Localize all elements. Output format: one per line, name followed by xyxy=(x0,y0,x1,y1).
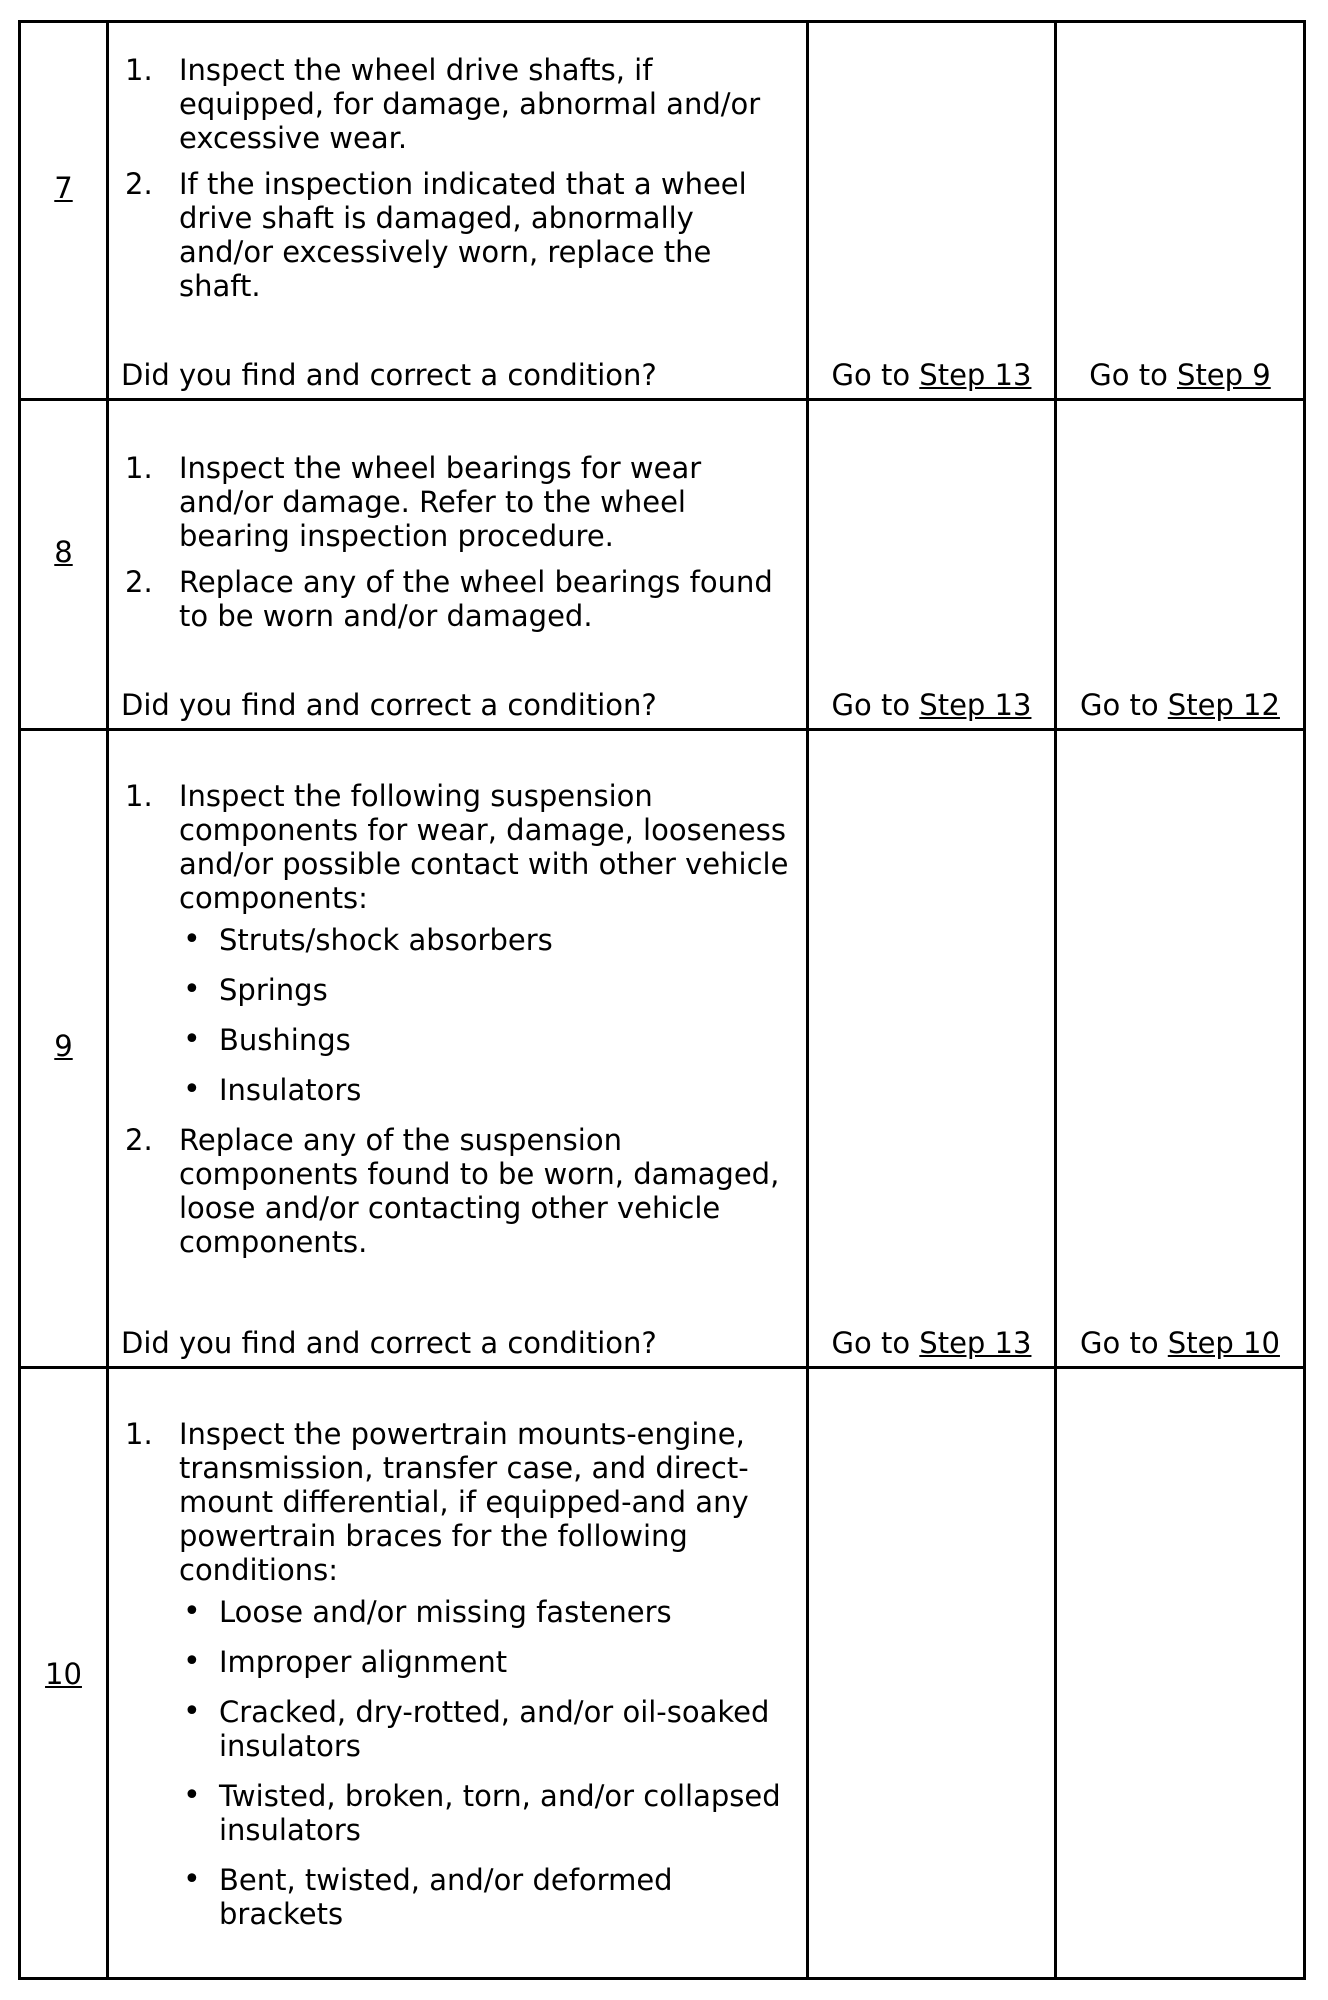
list-item: • Bushings xyxy=(121,1023,796,1057)
go-to-step-link[interactable]: Step 10 xyxy=(1167,1326,1280,1360)
action-cell xyxy=(109,401,809,728)
go-to-step-link[interactable]: Step 13 xyxy=(919,358,1032,392)
action-cell xyxy=(109,23,809,398)
list-item: • Twisted, broken, torn, and/or collapsed insulators xyxy=(121,1779,796,1847)
action-cell xyxy=(109,1369,809,1977)
go-to-step-link[interactable]: Step 13 xyxy=(919,1326,1032,1360)
step-row-7 xyxy=(21,23,1303,401)
step-number-cell xyxy=(21,731,109,1366)
instruction-item: 1. Inspect the wheel bearings for wear and/or damage. Refer to the wheel bearing inspection procedure. xyxy=(125,451,702,553)
go-to-step-link[interactable]: Step 13 xyxy=(919,688,1032,722)
step-number-cell xyxy=(21,401,109,728)
go-to-step-link[interactable]: Step 9 xyxy=(1177,358,1271,392)
yes-cell xyxy=(809,1369,1057,1977)
list-item: • Cracked, dry-rotted, and/or oil-soaked insulators xyxy=(121,1695,796,1763)
step-number-link[interactable]: 8 xyxy=(54,535,73,569)
step-row-9 xyxy=(21,731,1303,1369)
question-text: Did you find and correct a condition? xyxy=(121,358,657,392)
diagnostic-steps-table xyxy=(18,20,1306,1980)
instruction-item: 1. Inspect the wheel drive shafts, if equipped, for damage, abnormal and/or excessive wear. xyxy=(125,53,761,155)
no-cell xyxy=(1057,1369,1303,1977)
step-row-8 xyxy=(21,401,1303,731)
component-list xyxy=(121,923,796,1107)
list-item: • Loose and/or missing fasteners xyxy=(121,1595,796,1629)
yes-cell: Go to Step 13 xyxy=(809,401,1057,728)
instruction-item: 1. Inspect the powertrain mounts-engine, transmission, transfer case, and direct-mount differential, if equipped-and any powertrain braces for the following conditions: xyxy=(125,1417,749,1587)
step-number-link[interactable]: 9 xyxy=(54,1029,73,1063)
no-cell: Go to Step 12 xyxy=(1080,688,1280,722)
list-item: • Insulators xyxy=(121,1073,796,1107)
question-text: Did you find and correct a condition? xyxy=(121,688,657,722)
step-row-10 xyxy=(21,1369,1303,1977)
step-number-link[interactable]: 7 xyxy=(54,171,73,205)
action-cell xyxy=(109,731,809,1366)
step-number-link[interactable]: 10 xyxy=(45,1657,82,1691)
no-cell: Go to Step 9 xyxy=(1089,358,1271,392)
instruction-item: 1. Inspect the following suspension components for wear, damage, looseness and/or possible contact with other vehicle components: xyxy=(125,779,789,915)
condition-list xyxy=(121,1595,796,1931)
yes-cell: Go to Step 13 xyxy=(809,23,1057,398)
question-text: Did you find and correct a condition? xyxy=(121,1326,657,1360)
instruction-item: 2. Replace any of the wheel bearings found to be worn and/or damaged. xyxy=(125,565,773,633)
go-to-step-link[interactable]: Step 12 xyxy=(1167,688,1280,722)
list-item: • Springs xyxy=(121,973,796,1007)
list-item: • Improper alignment xyxy=(121,1645,796,1679)
step-number-cell xyxy=(21,23,109,398)
list-item: • Struts/shock absorbers xyxy=(121,923,796,957)
list-item: • Bent, twisted, and/or deformed brackets xyxy=(121,1863,796,1931)
yes-cell: Go to Step 13 xyxy=(809,731,1057,1366)
step-number-cell xyxy=(21,1369,109,1977)
instruction-item: 2. If the inspection indicated that a wheel drive shaft is damaged, abnormally and/or excessively worn, replace the shaft. xyxy=(125,167,747,303)
no-cell: Go to Step 10 xyxy=(1080,1326,1280,1360)
instruction-item: 2. Replace any of the suspension components found to be worn, damaged, loose and/or contacting other vehicle components. xyxy=(125,1123,780,1259)
